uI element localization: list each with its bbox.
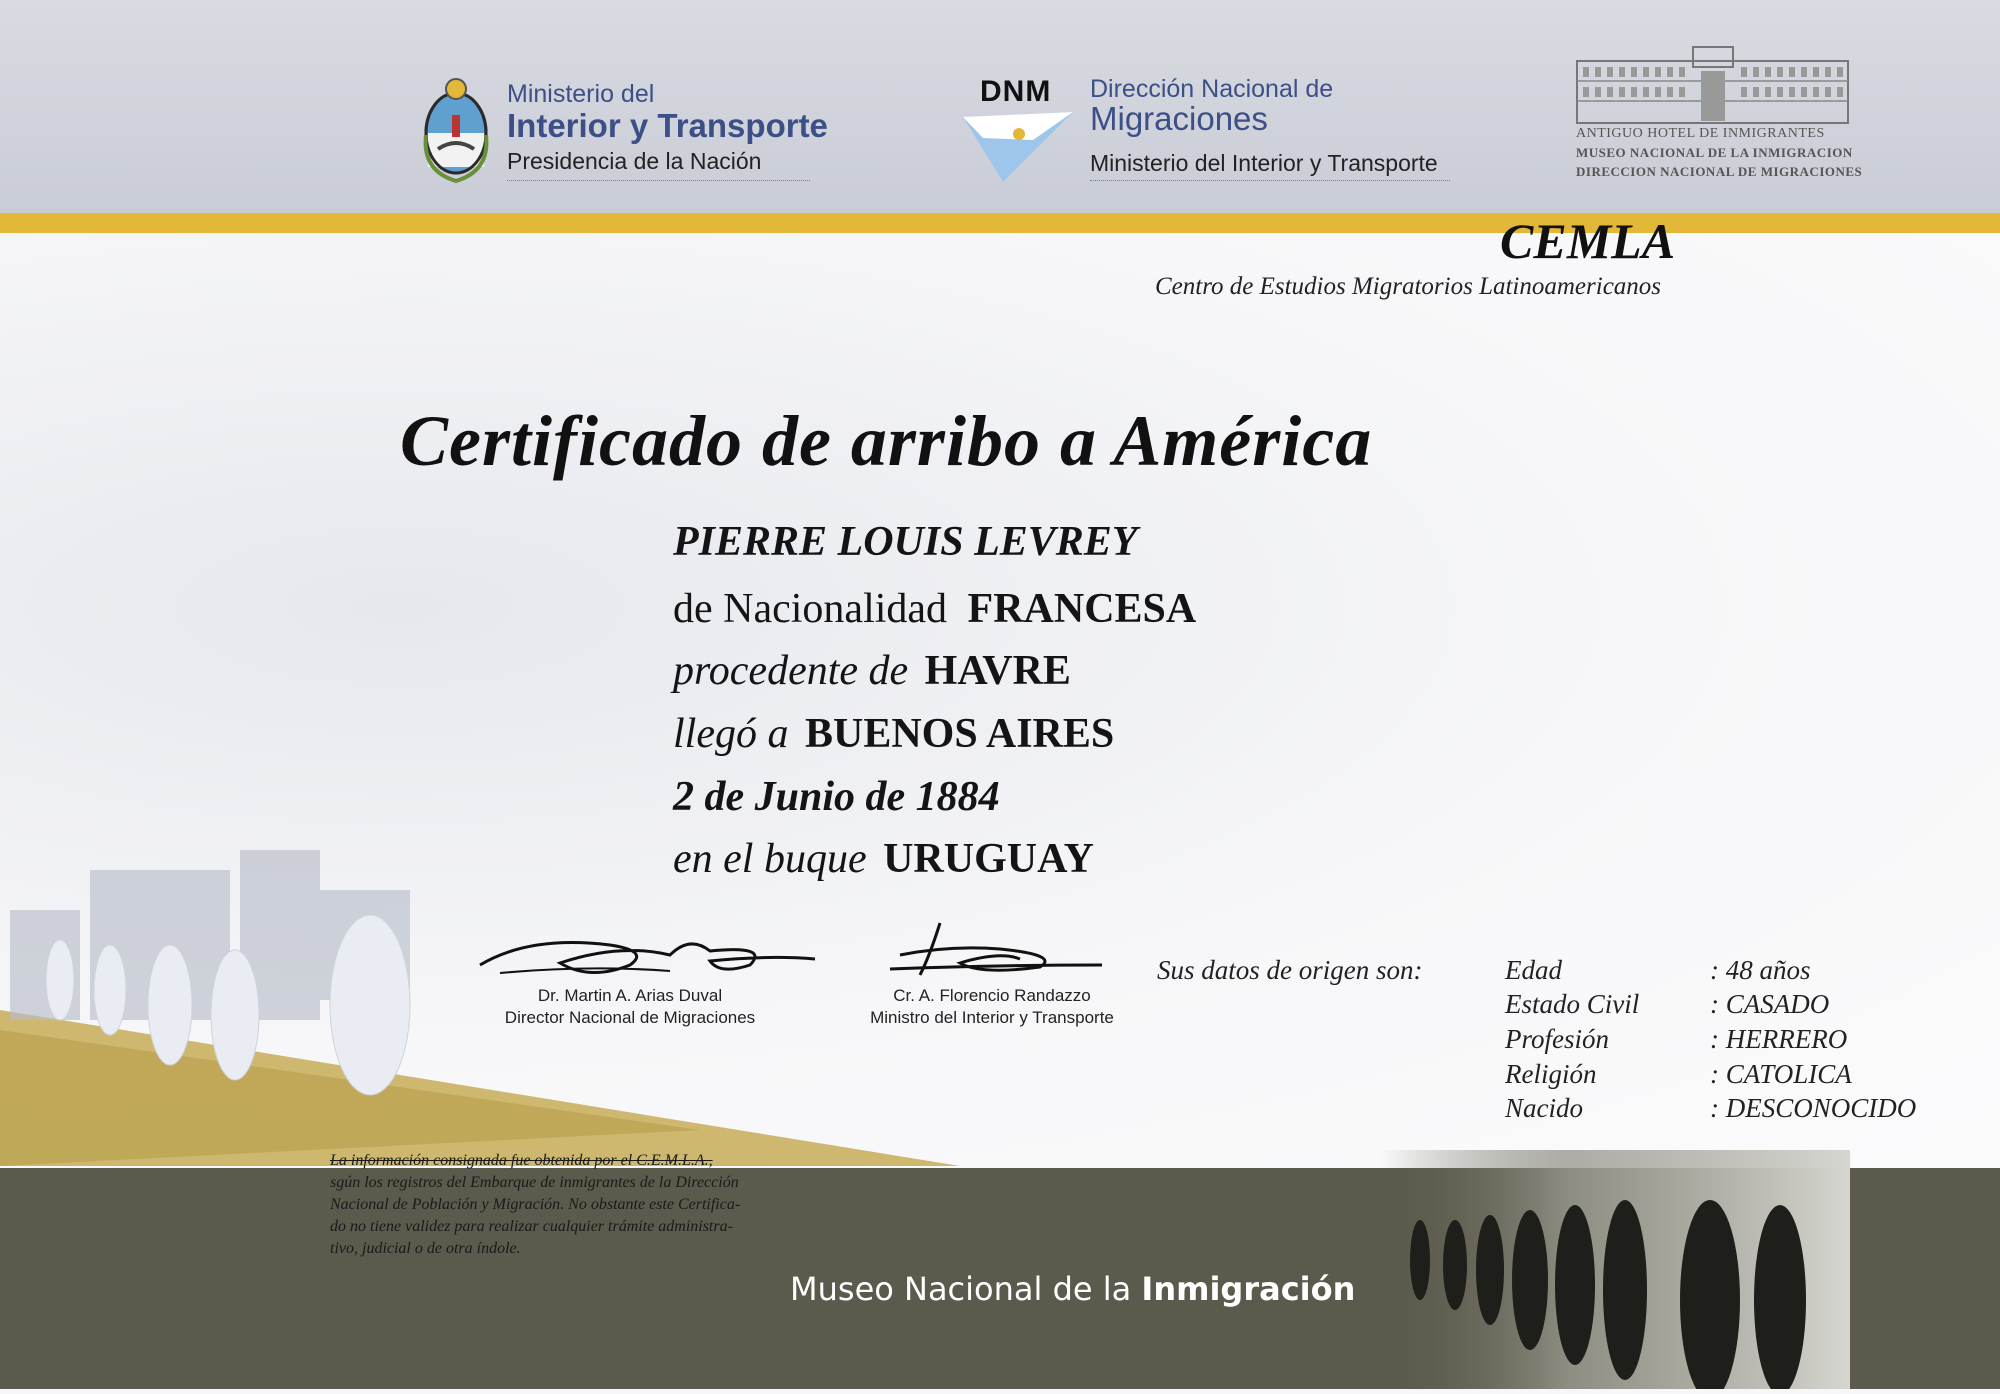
nationality-prefix: de Nacionalidad <box>673 586 948 632</box>
cemla-title: CEMLA <box>1500 213 1676 269</box>
ministerio-line1: Ministerio del <box>507 80 655 108</box>
disclaimer-line: tivo, judicial o de otra índole. <box>330 1240 521 1257</box>
museum-name <box>790 1270 1355 1308</box>
origin-value-age: : 48 años <box>1710 955 1811 985</box>
dnm-line2: Migraciones <box>1090 100 1268 137</box>
arrival-line <box>673 710 1114 758</box>
ministerio-line3: Presidencia de la Nación <box>507 148 762 174</box>
arrival-prefix: llegó a <box>673 711 789 757</box>
origin-key-profession: Profesión <box>1505 1024 1609 1054</box>
disclaimer <box>330 1150 870 1260</box>
origin-value-civil-status: : CASADO <box>1710 989 1830 1019</box>
disclaimer-line: Nacional de Población y Migración. No obstante este Certifica- <box>330 1196 741 1213</box>
museum-name-bold: Inmigración <box>1141 1270 1356 1308</box>
origin-key-religion: Religión <box>1505 1059 1597 1089</box>
museum-name-prefix: Museo Nacional de la <box>790 1270 1142 1308</box>
nationality-line <box>673 585 1196 633</box>
dnm-abbr: DNM <box>980 75 1052 108</box>
ministerio-logo <box>420 75 492 190</box>
cemla-subtitle: Centro de Estudios Migratorios Latinoamericanos <box>1155 273 1662 300</box>
origin-value-born: : DESCONOCIDO <box>1710 1093 1917 1123</box>
origin-value-religion: : CATOLICA <box>1710 1059 1852 1089</box>
dnm-line1: Dirección Nacional de <box>1090 75 1334 103</box>
arrival-value: BUENOS AIRES <box>804 711 1115 757</box>
signer-1-role: Director Nacional de Migraciones <box>504 1008 756 1027</box>
hotel-line3: DIRECCION NACIONAL DE MIGRACIONES <box>1576 164 1863 179</box>
origin-key-age: Edad <box>1505 955 1562 985</box>
origin-value: HAVRE <box>924 648 1071 694</box>
origin-key-born: Nacido <box>1505 1093 1583 1123</box>
signature-2 <box>880 915 1110 990</box>
origin-data-label: Sus datos de origen son: <box>1157 955 1423 985</box>
ship-value: URUGUAY <box>883 836 1094 882</box>
ministerio-line2: Interior y Transporte <box>507 107 828 144</box>
nationality-value: FRANCESA <box>967 586 1197 632</box>
dnm-flag-icon <box>963 112 1073 187</box>
immigrants-photo <box>1380 1150 1850 1394</box>
coat-of-arms-icon <box>420 75 492 185</box>
dnm-line3: Ministerio del Interior y Transporte <box>1090 150 1438 176</box>
disclaimer-line: La información consignada fue obtenida por el C.E.M.L.A., <box>330 1152 713 1169</box>
ship-line <box>673 835 1094 883</box>
disclaimer-line: do no tiene validez para realizar cualquier trámite administra- <box>330 1218 733 1235</box>
divider <box>507 180 810 181</box>
origin-line <box>673 647 1071 695</box>
divider <box>1090 180 1450 181</box>
gold-stripe <box>0 213 2000 233</box>
hotel-line1: ANTIGUO HOTEL DE INMIGRANTES <box>1576 126 1825 141</box>
origin-prefix: procedente de <box>673 648 909 694</box>
signer-1-name: Dr. Martin A. Arias Duval <box>537 986 723 1005</box>
immigrant-name: PIERRE LOUIS LEVREY <box>673 519 1138 565</box>
hotel-building-icon <box>1575 45 1850 130</box>
disclaimer-line: sgún los registros del Embarque de inmigrantes de la Dirección <box>330 1174 739 1191</box>
signature-1 <box>470 925 820 990</box>
signer-2-role: Ministro del Interior y Transporte <box>870 1008 1114 1027</box>
ship-prefix: en el buque <box>673 836 867 882</box>
origin-key-civil-status: Estado Civil <box>1505 989 1640 1019</box>
arrival-date: 2 de Junio de 1884 <box>673 774 1000 820</box>
signer-2-name: Cr. A. Florencio Randazzo <box>893 986 1091 1005</box>
origin-value-profession: : HERRERO <box>1710 1024 1848 1054</box>
certificate-title: Certificado de arribo a América <box>400 401 1373 481</box>
hotel-line2: MUSEO NACIONAL DE LA INMIGRACION <box>1576 145 1853 160</box>
